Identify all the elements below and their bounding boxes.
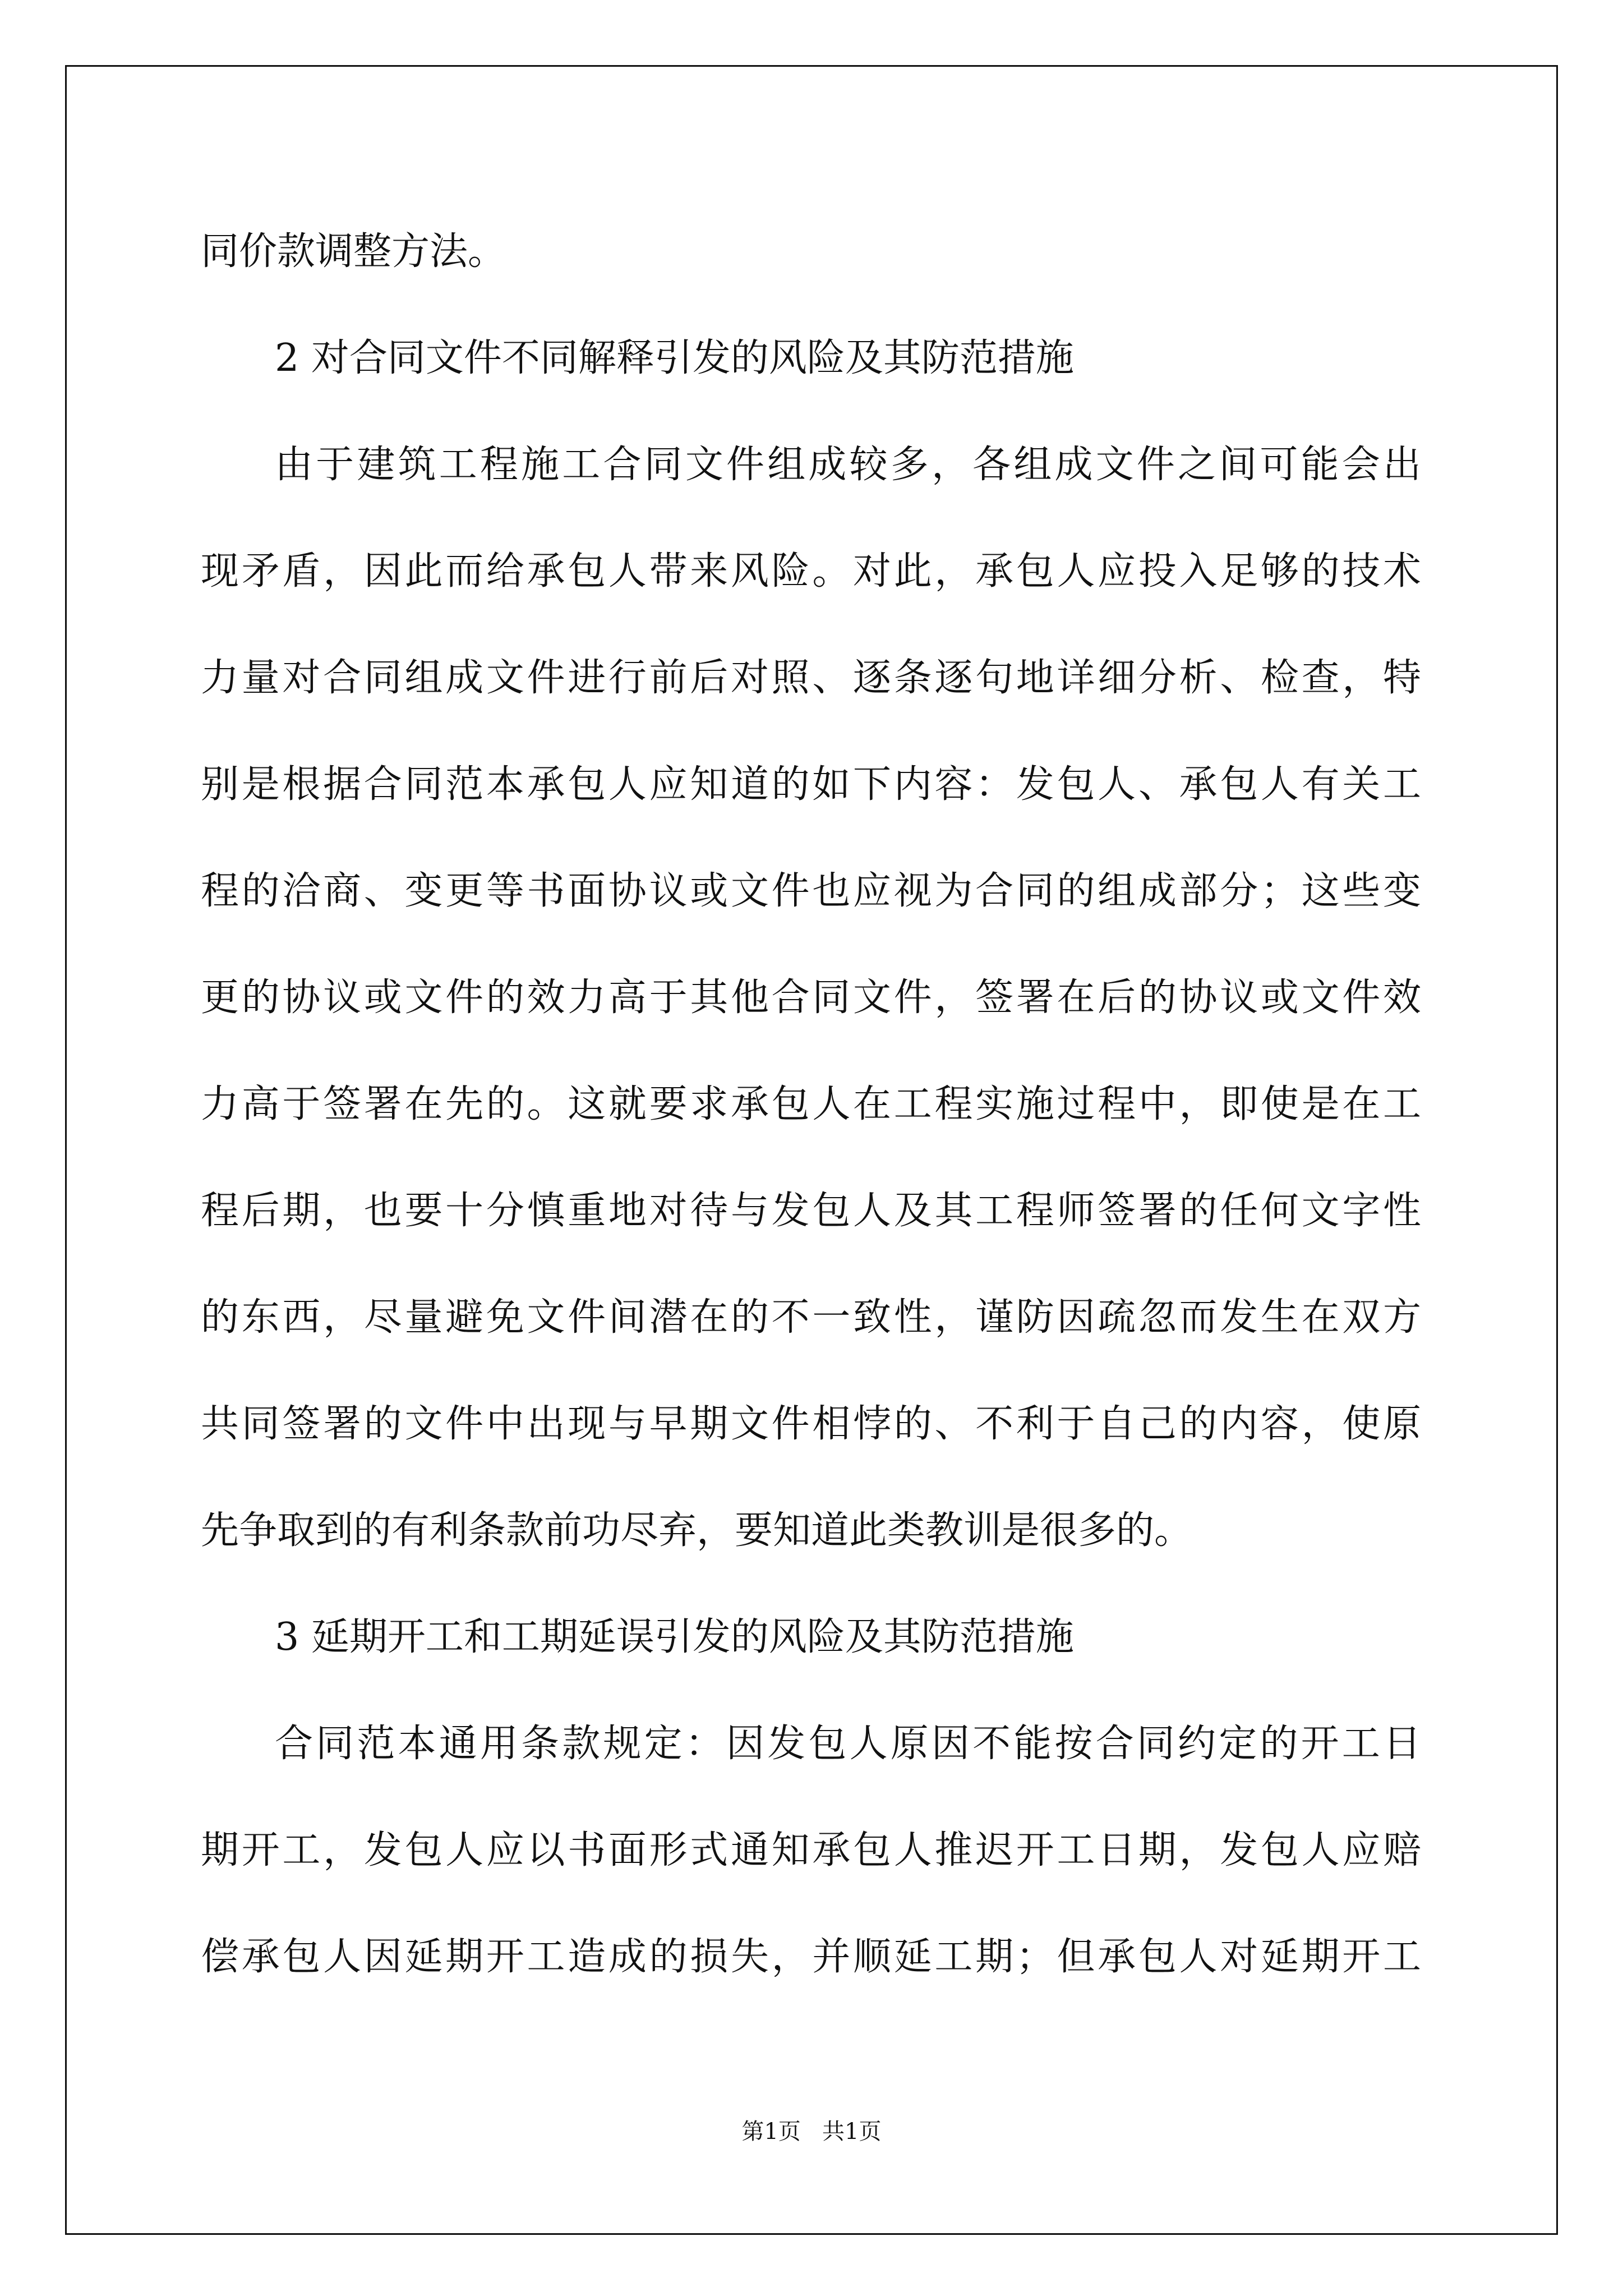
section-heading: 2 对合同文件不同解释引发的风险及其防范措施: [275, 336, 1074, 380]
text-line: 由于建筑工程施工合同文件组成较多，各组成文件之间可能会出: [275, 443, 1421, 487]
text-line: 的东西，尽量避免文件间潜在的不一致性，谨防因疏忽而发生在双方: [201, 1295, 1421, 1340]
text-line: 别是根据合同范本承包人应知道的如下内容：发包人、承包人有关工: [201, 762, 1421, 807]
text-line: 力高于签署在先的。这就要求承包人在工程实施过程中，即使是在工: [201, 1082, 1421, 1126]
text-line: 现矛盾，因此而给承包人带来风险。对此，承包人应投入足够的技术: [201, 549, 1421, 593]
text-line: 合同范本通用条款规定：因发包人原因不能按合同约定的开工日: [275, 1722, 1421, 1766]
text-line: 先争取到的有利条款前功尽弃，要知道此类教训是很多的。: [201, 1508, 1193, 1553]
section-heading: 3 延期开工和工期延误引发的风险及其防范措施: [275, 1615, 1074, 1659]
text-line: 期开工，发包人应以书面形式通知承包人推迟开工日期，发包人应赔: [201, 1828, 1421, 1872]
page-frame: [65, 65, 1558, 2235]
text-line: 程后期，也要十分慎重地对待与发包人及其工程师签署的任何文字性: [201, 1189, 1421, 1233]
text-line: 力量对合同组成文件进行前后对照、逐条逐句地详细分析、检查，特: [201, 656, 1421, 700]
text-line: 程的洽商、变更等书面协议或文件也应视为合同的组成部分；这些变: [201, 869, 1421, 913]
text-line: 偿承包人因延期开工造成的损失，并顺延工期；但承包人对延期开工: [201, 1935, 1421, 1979]
text-line: 共同签署的文件中出现与早期文件相悖的、不利于自己的内容，使原: [201, 1402, 1421, 1446]
text-line: 更的协议或文件的效力高于其他合同文件，签署在后的协议或文件效: [201, 976, 1421, 1020]
text-line: 同价款调整方法。: [201, 229, 506, 274]
page-footer: 第1页 共1页: [741, 2119, 882, 2145]
